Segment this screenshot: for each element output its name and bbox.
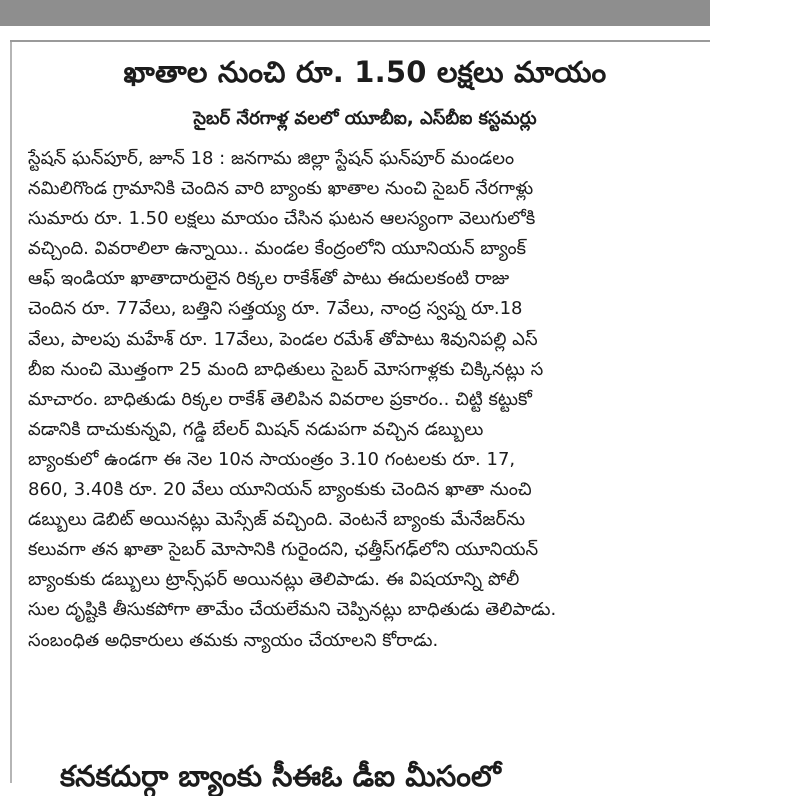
body-line: సంబంధిత అధికారులు తమకు న్యాయం చేయాలని కోరాడు. (28, 629, 439, 651)
body-line: స్టేషన్ ఘన్‌పూర్, జూన్ 18 : జనగామ జిల్లా స్టేషన్ ఘన్‌పూర్ మండలం (28, 148, 515, 169)
body-line: కలువగా తన ఖాతా సైబర్ మోసానికి గురైందని, ఛత్తీస్‌గఢ్‌లోని యూనియన్ (28, 539, 539, 561)
article-headline: ఖాతాల నుంచి రూ. 1.50 లక్షలు మాయం (123, 55, 607, 89)
body-line: వచ్చింది. వివరాలిలా ఉన్నాయి.. మండల కేంద్రంలోని యూనియన్ బ్యాంక్ (28, 238, 526, 260)
body-line: 860, 3.40కి రూ. 20 వేలు యూనియన్ బ్యాంకుకు చెందిన ఖాతా నుంచి (28, 479, 532, 501)
article-subheadline: సైబర్ నేరగాళ్ల వలలో యూబీఐ, ఎస్‌బీఐ కస్టమర్లు (193, 108, 537, 129)
body-line: బ్యాంకుకు డబ్బులు ట్రాన్స్‌ఫర్ అయినట్లు తెలిపాడు. ఈ విషయాన్ని పోలీ (28, 569, 520, 591)
body-line: మాచారం. బాధితుడు రిక్కల రాకేశ్ తెలిపిన వివరాల ప్రకారం.. చిట్టి కట్టుకో (28, 388, 532, 410)
body-line: డబ్బులు డెబిట్ అయినట్లు మెస్సేజ్ వచ్చింది. వెంటనే బ్యాంకు మేనేజర్‌ను (28, 509, 526, 531)
top-gray-band (0, 0, 710, 26)
body-line: సుల దృష్టికి తీసుకపోగా తామేం చేయలేమని చెప్పినట్లు బాధితుడు తెలిపాడు. (28, 599, 557, 621)
article-body (28, 144, 710, 656)
body-line: ఆఫ్ ఇండియా ఖాతాదారులైన రిక్కల రాకేశ్‌తో పాటు ఈదులకంటి రాజు (28, 268, 510, 290)
body-line: బ్యాంకులో ఉండగా ఈ నెల 10న సాయంత్రం 3.10 గంటలకు రూ. 17, (28, 448, 516, 470)
body-line: బీఐ నుంచి మొత్తంగా 25 మంది బాధితులు సైబర్ మోసగాళ్లకు చిక్కినట్లు స (28, 358, 544, 380)
body-line: సుమారు రూ. 1.50 లక్షలు మాయం చేసిన ఘటన ఆలస్యంగా వెలుగులోకి (28, 208, 536, 230)
body-line: చెందిన రూ. 77వేలు, బత్తిని సత్తయ్య రూ. 7వేలు, నాంద్ర స్వప్న రూ.18 (28, 298, 523, 320)
column-left-rule (10, 42, 12, 783)
column-divider-rule (10, 40, 710, 42)
next-article-headline: కనకదుర్గా బ్యాంకు సీఈఓ డీఐ మీసంలో (60, 759, 501, 793)
body-line: నమిలిగొండ గ్రామానికి చెందిన వారి బ్యాంకు ఖాతాల నుంచి సైబర్ నేరగాళ్లు (28, 178, 534, 200)
body-line: వేలు, పాలపు మహేశ్ రూ. 17వేలు, పెండల రమేశ్ తోపాటు శివునిపల్లి ఎస్ (28, 328, 538, 350)
body-line: వడానికి దాచుకున్నవి, గడ్డి బేలర్ మిషన్ నడుపగా వచ్చిన డబ్బులు (28, 418, 484, 440)
